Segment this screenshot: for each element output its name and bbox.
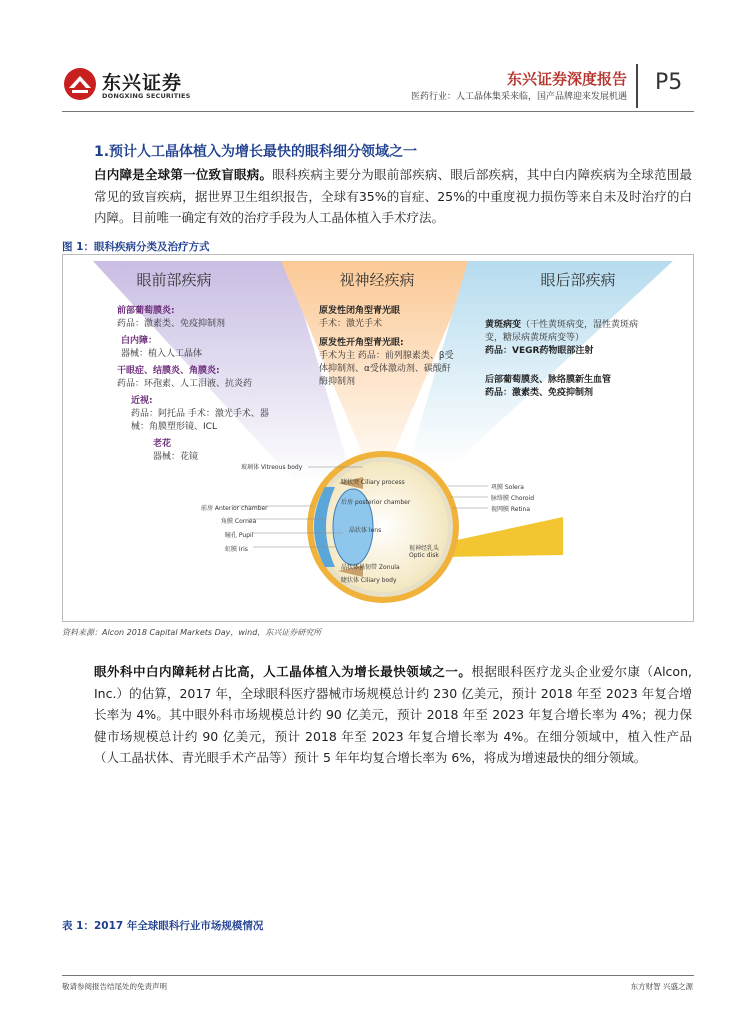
optic-panel-list: [319, 305, 459, 389]
front-panel-title: 眼前部疾病: [136, 271, 212, 289]
back-item: 黄斑病变（干性黄斑病变，湿性黄斑病变，糖尿病黄斑病变等） 药品：VEGR药物眼部注射: [485, 320, 639, 356]
optic-item: 原发性开角型青光眼: 手术为主 药品：前列腺素类、β受体抑制剂、α受体激动剂、碳酸酐酶抑制剂: [319, 338, 454, 387]
report-title: 东兴证券深度报告: [506, 70, 627, 88]
front-item: 近视: 药品：阿托品 手术：激光手术、器械：角膜塑形镜、ICL: [131, 396, 269, 432]
label-posterior-chamber: 后房 posterior chamber: [341, 499, 411, 506]
report-subtitle: 医药行业：人工晶体集采来临，国产品牌迎来发展机遇: [410, 92, 627, 102]
logo-icon: [62, 66, 98, 102]
footer-disclaimer: 敬请参阅报告结尾处的免责声明: [62, 982, 167, 991]
header-rule: [62, 111, 694, 112]
label-iris: 虹膜 Iris: [225, 546, 248, 553]
label-vitreous: 玻璃体 Vitreous body: [241, 464, 303, 471]
label-choroid: 脉络膜 Choroid: [491, 495, 535, 502]
paragraph-2-lead: 眼外科中白内障耗材占比高，人工晶体植入为增长最快领域之一。: [94, 664, 472, 679]
label-cornea: 角膜 Cornea: [221, 518, 257, 525]
paragraph-1-lead: 白内障是全球第一位致盲眼病。: [94, 167, 273, 182]
label-ciliary-body: 睫状体 Ciliary body: [341, 577, 397, 584]
optic-item: 原发性闭角型青光眼 手术：激光手术: [319, 306, 401, 329]
back-panel-list: [485, 319, 655, 400]
label-pupil: 瞳孔 Pupil: [225, 532, 254, 539]
front-panel-list: [117, 305, 287, 464]
optic-nerve: [443, 517, 563, 557]
label-ciliary-process: 睫状突 Ciliary process: [341, 479, 405, 486]
figure-label: 图 1：眼科疾病分类及治疗方式: [62, 241, 210, 253]
section-title: 1.预计人工晶体植入为增长最快的眼科细分领域之一: [94, 144, 418, 160]
logo-chinese-name: 东兴证券: [102, 72, 183, 94]
label-retina: 视网膜 Retina: [491, 506, 530, 513]
label-zonula: 晶状体悬韧带 Zonula: [341, 564, 400, 571]
front-item: 干眼症、结膜炎、角膜炎: 药品：环孢素、人工泪液、抗炎药: [117, 366, 253, 389]
table-label: 表 1：2017 年全球眼科行业市场规模情况: [62, 920, 264, 932]
logo-english-name: DONGXING SECURITIES: [102, 92, 191, 100]
label-lens: 晶状体 lens: [349, 527, 382, 534]
paragraph-2: [94, 661, 692, 769]
label-sclera: 巩膜 Solera: [491, 484, 524, 491]
figure-frame: [62, 254, 694, 622]
paragraph-1-body: 眼科疾病主要分为眼前部疾病、眼后部疾病，其中白内障疾病为全球范围最常见的致盲疾病，据世界卫生组织报告，全球有35%的盲症、25%的中重度视力损伤等来自未及时治疗的白内障。目前唯一确定有效的治疗手段为人工晶体植入手术疗法。: [94, 167, 692, 225]
front-item: 老花 器械：花镜: [153, 439, 199, 462]
front-item: 前部葡萄膜炎: 药品：激素类、免疫抑制剂: [117, 306, 226, 329]
back-panel-title: 眼后部疾病: [540, 271, 616, 289]
paragraph-1: [94, 164, 692, 229]
page-number: P5: [655, 70, 683, 95]
optic-panel-title: 视神经疾病: [339, 271, 415, 289]
back-item: 后部葡萄膜炎、脉络膜新生血管 药品：激素类、免疫抑制剂: [485, 375, 612, 398]
footer-rule: [62, 975, 694, 976]
company-logo: [62, 66, 222, 106]
paragraph-2-body: 根据眼科医疗龙头企业爱尔康（Alcon, Inc.）的估算，2017 年，全球眼科医疗器械市场规模总计约 230 亿美元，预计 2018 年至 2023 年复合增长率为 4%。其中眼外科市场规模总计约 90 亿美元，预计 2018 年至 2023 年复合增长率为 4%；视力保健市场规模总计约 90 亿美元，预计 2018 年至 2023 年复合增长率为 4%。在细分领域中，植入性产品（人工晶状体、青光眼手术产品等）预计 5 年年均复合增长率为 6%，将成为增速最快的细分领域。: [94, 664, 692, 765]
front-item: 白内障： 器械：植入人工晶体: [121, 336, 203, 359]
header-divider: [636, 64, 638, 108]
figure-source: 资料来源：Alcon 2018 Capital Markets Day，wind，东兴证券研究所: [62, 628, 322, 637]
label-optic-disk: 视神经乳头 Optic disk: [409, 545, 440, 559]
footer-slogan: 东方财智 兴盛之源: [630, 982, 693, 991]
label-anterior-chamber: 前房 Anterior chamber: [201, 505, 268, 512]
